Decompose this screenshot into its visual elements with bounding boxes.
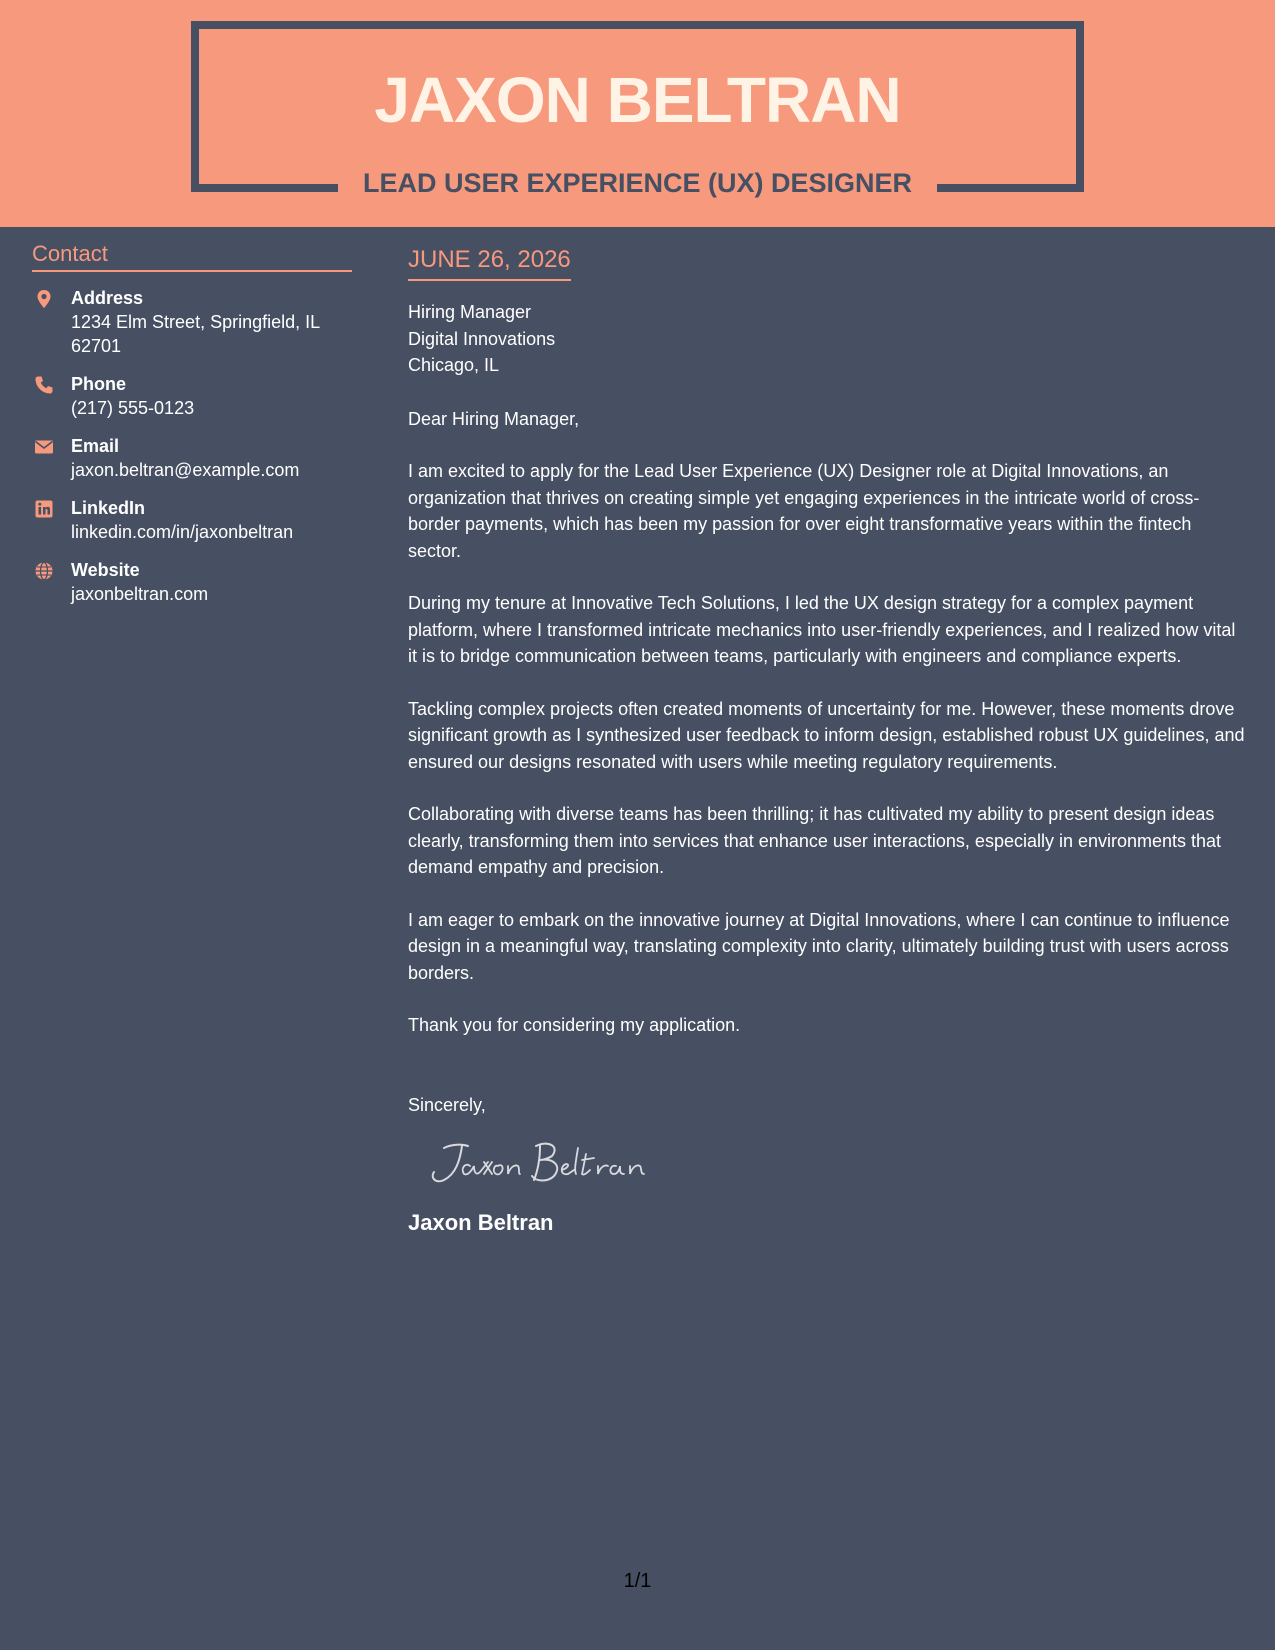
contact-label: Email (71, 436, 120, 456)
contact-item-website (32, 558, 352, 606)
recipient-block (408, 299, 1248, 379)
header-band (0, 0, 1275, 227)
handwritten-signature (422, 1132, 662, 1192)
globe-icon (34, 561, 54, 581)
letter-paragraph: I am excited to apply for the Lead User Experience (UX) Designer role at Digital Innovations, an organization that thrives on creating simple yet engaging experiences in the intricate world of cross-border payments, which has been my passion for over eight transformative years within the fintech sector. (408, 461, 1200, 561)
contact-heading: Contact (32, 240, 352, 272)
contact-label: Address (71, 288, 144, 308)
contact-item-phone (32, 372, 352, 420)
contact-value: jaxonbeltran.com (71, 584, 209, 604)
recipient-line: Digital Innovations (408, 328, 556, 349)
map-pin-icon (34, 289, 54, 309)
recipient-line: Hiring Manager (408, 302, 532, 322)
recipient-line: Chicago, IL (408, 355, 500, 375)
signer-name: Jaxon Beltran (408, 1210, 554, 1235)
letter-paragraph: Collaborating with diverse teams has been thrilling; it has cultivated my ability to present design ideas clearly, transforming them into services that enhance user interactions, especially in environments that demand empathy and precision. (408, 804, 1222, 877)
letter-paragraph: During my tenure at Innovative Tech Solutions, I led the UX design strategy for a complex payment platform, where I transformed intricate mechanics into user-friendly experiences, and I realized how vital it is to bridge communication between teams, particularly with engineers and compliance experts. (408, 593, 1236, 666)
contact-item-address (32, 286, 352, 358)
contact-item-email (32, 434, 352, 482)
candidate-name: JAXON BELTRAN (374, 64, 901, 136)
contact-value: linkedin.com/in/jaxonbeltran (71, 522, 294, 542)
header-frame-bottom-right (937, 184, 1084, 192)
letter-paragraph: I am eager to embark on the innovative journey at Digital Innovations, where I can continue to influence design in a meaningful way, translating complexity into clarity, ultimately building trust with users across borders. (408, 909, 1230, 983)
contact-label: Website (71, 560, 140, 580)
letter-body (408, 244, 1248, 1237)
letter-paragraph: Tackling complex projects often created moments of uncertainty for me. However, these moments drove significant growth as I synthesized user feedback to inform design, established robust UX guidelines, and ensured our designs resonated with users while meeting regulatory requirements. (408, 698, 1245, 772)
letter-date: JUNE 26, 2026 (408, 244, 571, 281)
contact-item-linkedin (32, 496, 352, 544)
contact-label: Phone (71, 374, 127, 394)
envelope-icon (34, 437, 54, 457)
header-frame-bottom-left (191, 184, 338, 192)
greeting: Dear Hiring Manager, (408, 408, 580, 429)
contact-value: 1234 Elm Street, Springfield, IL 62701 (71, 312, 320, 356)
page-number: 1/1 (623, 1570, 652, 1592)
letter-paragraph: Thank you for considering my application. (408, 1015, 741, 1035)
contact-sidebar (32, 240, 352, 620)
contact-value: jaxon.beltran@example.com (71, 460, 300, 480)
closing: Sincerely, (408, 1094, 486, 1115)
job-title: LEAD USER EXPERIENCE (UX) DESIGNER (362, 168, 913, 198)
contact-value: (217) 555-0123 (71, 398, 195, 418)
contact-label: LinkedIn (71, 498, 146, 518)
linkedin-icon (34, 499, 54, 519)
phone-icon (34, 375, 54, 395)
